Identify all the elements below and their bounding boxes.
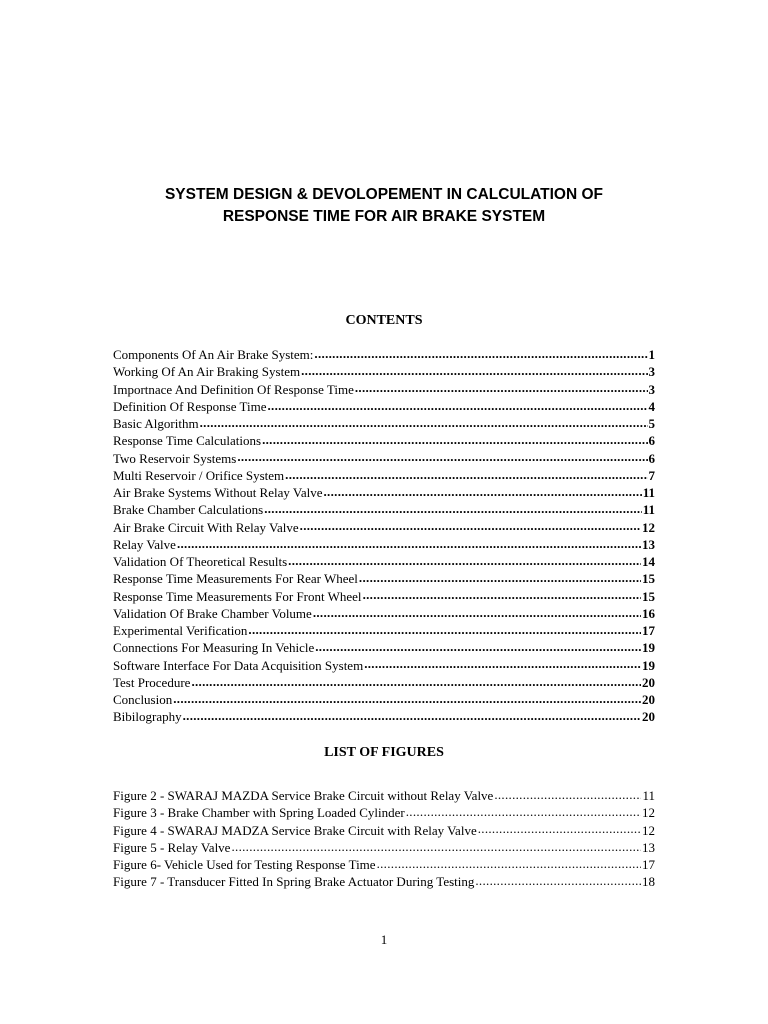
figure-entry-label: Figure 2 - SWARAJ MAZDA Service Brake Circuit without Relay Valve — [113, 788, 494, 803]
toc-entry-page-number: 16 — [642, 605, 655, 621]
toc-entry[interactable] — [113, 467, 655, 484]
figure-entry-label: Figure 6- Vehicle Used for Testing Response Time — [113, 857, 376, 872]
toc-entry[interactable] — [113, 501, 655, 518]
toc-entry[interactable] — [113, 708, 655, 725]
toc-entry[interactable] — [113, 639, 655, 656]
dot-leader — [475, 873, 641, 886]
toc-entry-label: Response Time Calculations — [113, 433, 262, 449]
toc-entry-page-number: 1 — [648, 347, 655, 362]
toc-entry-label: Conclusion — [113, 692, 173, 707]
toc-entry-page-number: 17 — [642, 623, 655, 638]
toc-entry-label: Experimental Verification — [113, 623, 248, 638]
toc-entry-label: Basic Algorithm — [113, 416, 199, 431]
toc-entry-label: Validation Of Theoretical Results — [113, 554, 288, 569]
dot-leader — [231, 839, 641, 852]
figure-entry[interactable] — [113, 804, 655, 821]
toc-entry-label: Two Reservoir Systems — [113, 450, 237, 466]
toc-entry[interactable] — [113, 415, 655, 432]
toc-entry[interactable] — [113, 622, 655, 639]
toc-entry[interactable] — [113, 553, 655, 570]
toc-entry-page-number: 11 — [642, 502, 655, 518]
toc-entry[interactable] — [113, 450, 655, 467]
toc-entry-page-number: 3 — [648, 364, 655, 380]
dot-leader — [364, 657, 641, 670]
toc-entry[interactable] — [113, 346, 655, 363]
toc-entry-page-number: 19 — [642, 640, 655, 656]
toc-entry-label: Working Of An Air Braking System — [113, 364, 301, 380]
figure-entry[interactable] — [113, 822, 655, 839]
toc-entry-label: Software Interface For Data Acquisition System — [113, 657, 364, 673]
toc-entry[interactable] — [113, 398, 655, 415]
dot-leader — [355, 381, 648, 394]
toc-entry-page-number: 4 — [648, 398, 655, 414]
dot-leader — [300, 519, 641, 532]
toc-entry[interactable] — [113, 674, 655, 691]
dot-leader — [301, 363, 647, 376]
dot-leader — [173, 691, 641, 704]
dot-leader — [248, 622, 641, 635]
toc-entry-label: Response Time Measurements For Rear Wheel — [113, 571, 358, 587]
dot-leader — [478, 822, 641, 835]
figure-entry-page-number: 12 — [642, 805, 655, 821]
toc-entry-page-number: 12 — [642, 519, 655, 535]
toc-entry-label: Connections For Measuring In Vehicle — [113, 640, 315, 656]
toc-entry-page-number: 20 — [642, 692, 655, 707]
dot-leader — [177, 536, 641, 549]
toc-entry-label: Importnace And Definition Of Response Time — [113, 381, 354, 397]
toc-entry-page-number: 6 — [648, 450, 655, 466]
contents-heading: CONTENTS — [345, 313, 423, 328]
document-title-line-1: SYSTEM DESIGN & DEVOLOPEMENT IN CALCULATION OF — [164, 186, 604, 203]
toc-entry-label: Response Time Measurements For Front Wheel — [113, 588, 362, 604]
dot-leader — [314, 346, 647, 359]
figure-entry-page-number: 18 — [642, 874, 655, 890]
dot-leader — [191, 674, 641, 687]
dot-leader — [315, 639, 641, 652]
toc-entry[interactable] — [113, 570, 655, 587]
figure-entry-label: Figure 5 - Relay Valve — [113, 839, 231, 855]
toc-entry-label: Test Procedure — [113, 674, 191, 690]
toc-entry[interactable] — [113, 657, 655, 674]
dot-leader — [264, 501, 642, 514]
toc-entry-label: Bibilography — [113, 709, 182, 725]
figure-entry-label: Figure 4 - SWARAJ MADZA Service Brake Circuit with Relay Valve — [113, 822, 477, 838]
figure-entry-page-number: 12 — [642, 822, 655, 838]
dot-leader — [359, 570, 641, 583]
figure-entry[interactable] — [113, 856, 655, 873]
dot-leader — [377, 856, 641, 869]
toc-entry-label: Definition Of Response Time — [113, 398, 267, 414]
toc-entry-label: Components Of An Air Brake System: — [113, 347, 314, 362]
toc-entry-label: Validation Of Brake Chamber Volume — [113, 605, 312, 621]
figure-entry-label: Figure 7 - Transducer Fitted In Spring Brake Actuator During Testing — [113, 874, 475, 890]
toc-entry-page-number: 11 — [642, 485, 655, 500]
toc-entry[interactable] — [113, 519, 655, 536]
dot-leader — [363, 588, 641, 601]
toc-entry-page-number: 15 — [642, 588, 655, 604]
figure-entry-label: Figure 3 - Brake Chamber with Spring Loaded Cylinder — [113, 805, 405, 821]
list-of-figures — [113, 787, 655, 891]
document-title-line-2: RESPONSE TIME FOR AIR BRAKE SYSTEM — [222, 208, 546, 225]
dot-leader — [494, 787, 641, 800]
toc-entry-page-number: 20 — [642, 674, 655, 690]
toc-entry[interactable] — [113, 381, 655, 398]
toc-entry[interactable] — [113, 484, 655, 501]
toc-entry-page-number: 6 — [648, 433, 655, 449]
toc-entry-page-number: 13 — [642, 536, 655, 552]
dot-leader — [406, 804, 641, 817]
toc-entry-label: Brake Chamber Calculations — [113, 502, 264, 518]
toc-entry-page-number: 5 — [648, 416, 655, 431]
dot-leader — [267, 398, 647, 411]
toc-entry-label: Air Brake Circuit With Relay Valve — [113, 519, 299, 535]
dot-leader — [288, 553, 641, 566]
toc-entry-page-number: 3 — [648, 381, 655, 397]
table-of-contents — [113, 346, 655, 726]
toc-entry[interactable] — [113, 363, 655, 380]
toc-entry-page-number: 15 — [642, 571, 655, 587]
toc-entry[interactable] — [113, 536, 655, 553]
toc-entry-page-number: 19 — [642, 657, 655, 673]
dot-leader — [237, 450, 647, 463]
list-of-figures-heading: LIST OF FIGURES — [324, 745, 444, 760]
toc-entry[interactable] — [113, 691, 655, 708]
toc-entry-page-number: 20 — [642, 709, 655, 725]
toc-entry-label: Air Brake Systems Without Relay Valve — [113, 485, 323, 500]
figure-entry-page-number: 17 — [642, 857, 655, 872]
dot-leader — [183, 708, 641, 721]
figure-entry[interactable] — [113, 787, 655, 804]
dot-leader — [285, 467, 647, 480]
toc-entry[interactable] — [113, 605, 655, 622]
figure-entry-page-number: 13 — [642, 839, 655, 855]
toc-entry-page-number: 7 — [648, 467, 655, 483]
figure-entry-page-number: 11 — [642, 788, 655, 803]
toc-entry[interactable] — [113, 432, 655, 449]
dot-leader — [324, 484, 642, 497]
dot-leader — [313, 605, 641, 618]
figure-entry[interactable] — [113, 873, 655, 890]
dot-leader — [262, 432, 647, 445]
toc-entry[interactable] — [113, 588, 655, 605]
toc-entry-label: Relay Valve — [113, 536, 176, 552]
page-number: 1 — [380, 932, 388, 947]
figure-entry[interactable] — [113, 839, 655, 856]
toc-entry-label: Multi Reservoir / Orifice System — [113, 467, 285, 483]
dot-leader — [200, 415, 648, 428]
toc-entry-page-number: 14 — [642, 554, 655, 569]
